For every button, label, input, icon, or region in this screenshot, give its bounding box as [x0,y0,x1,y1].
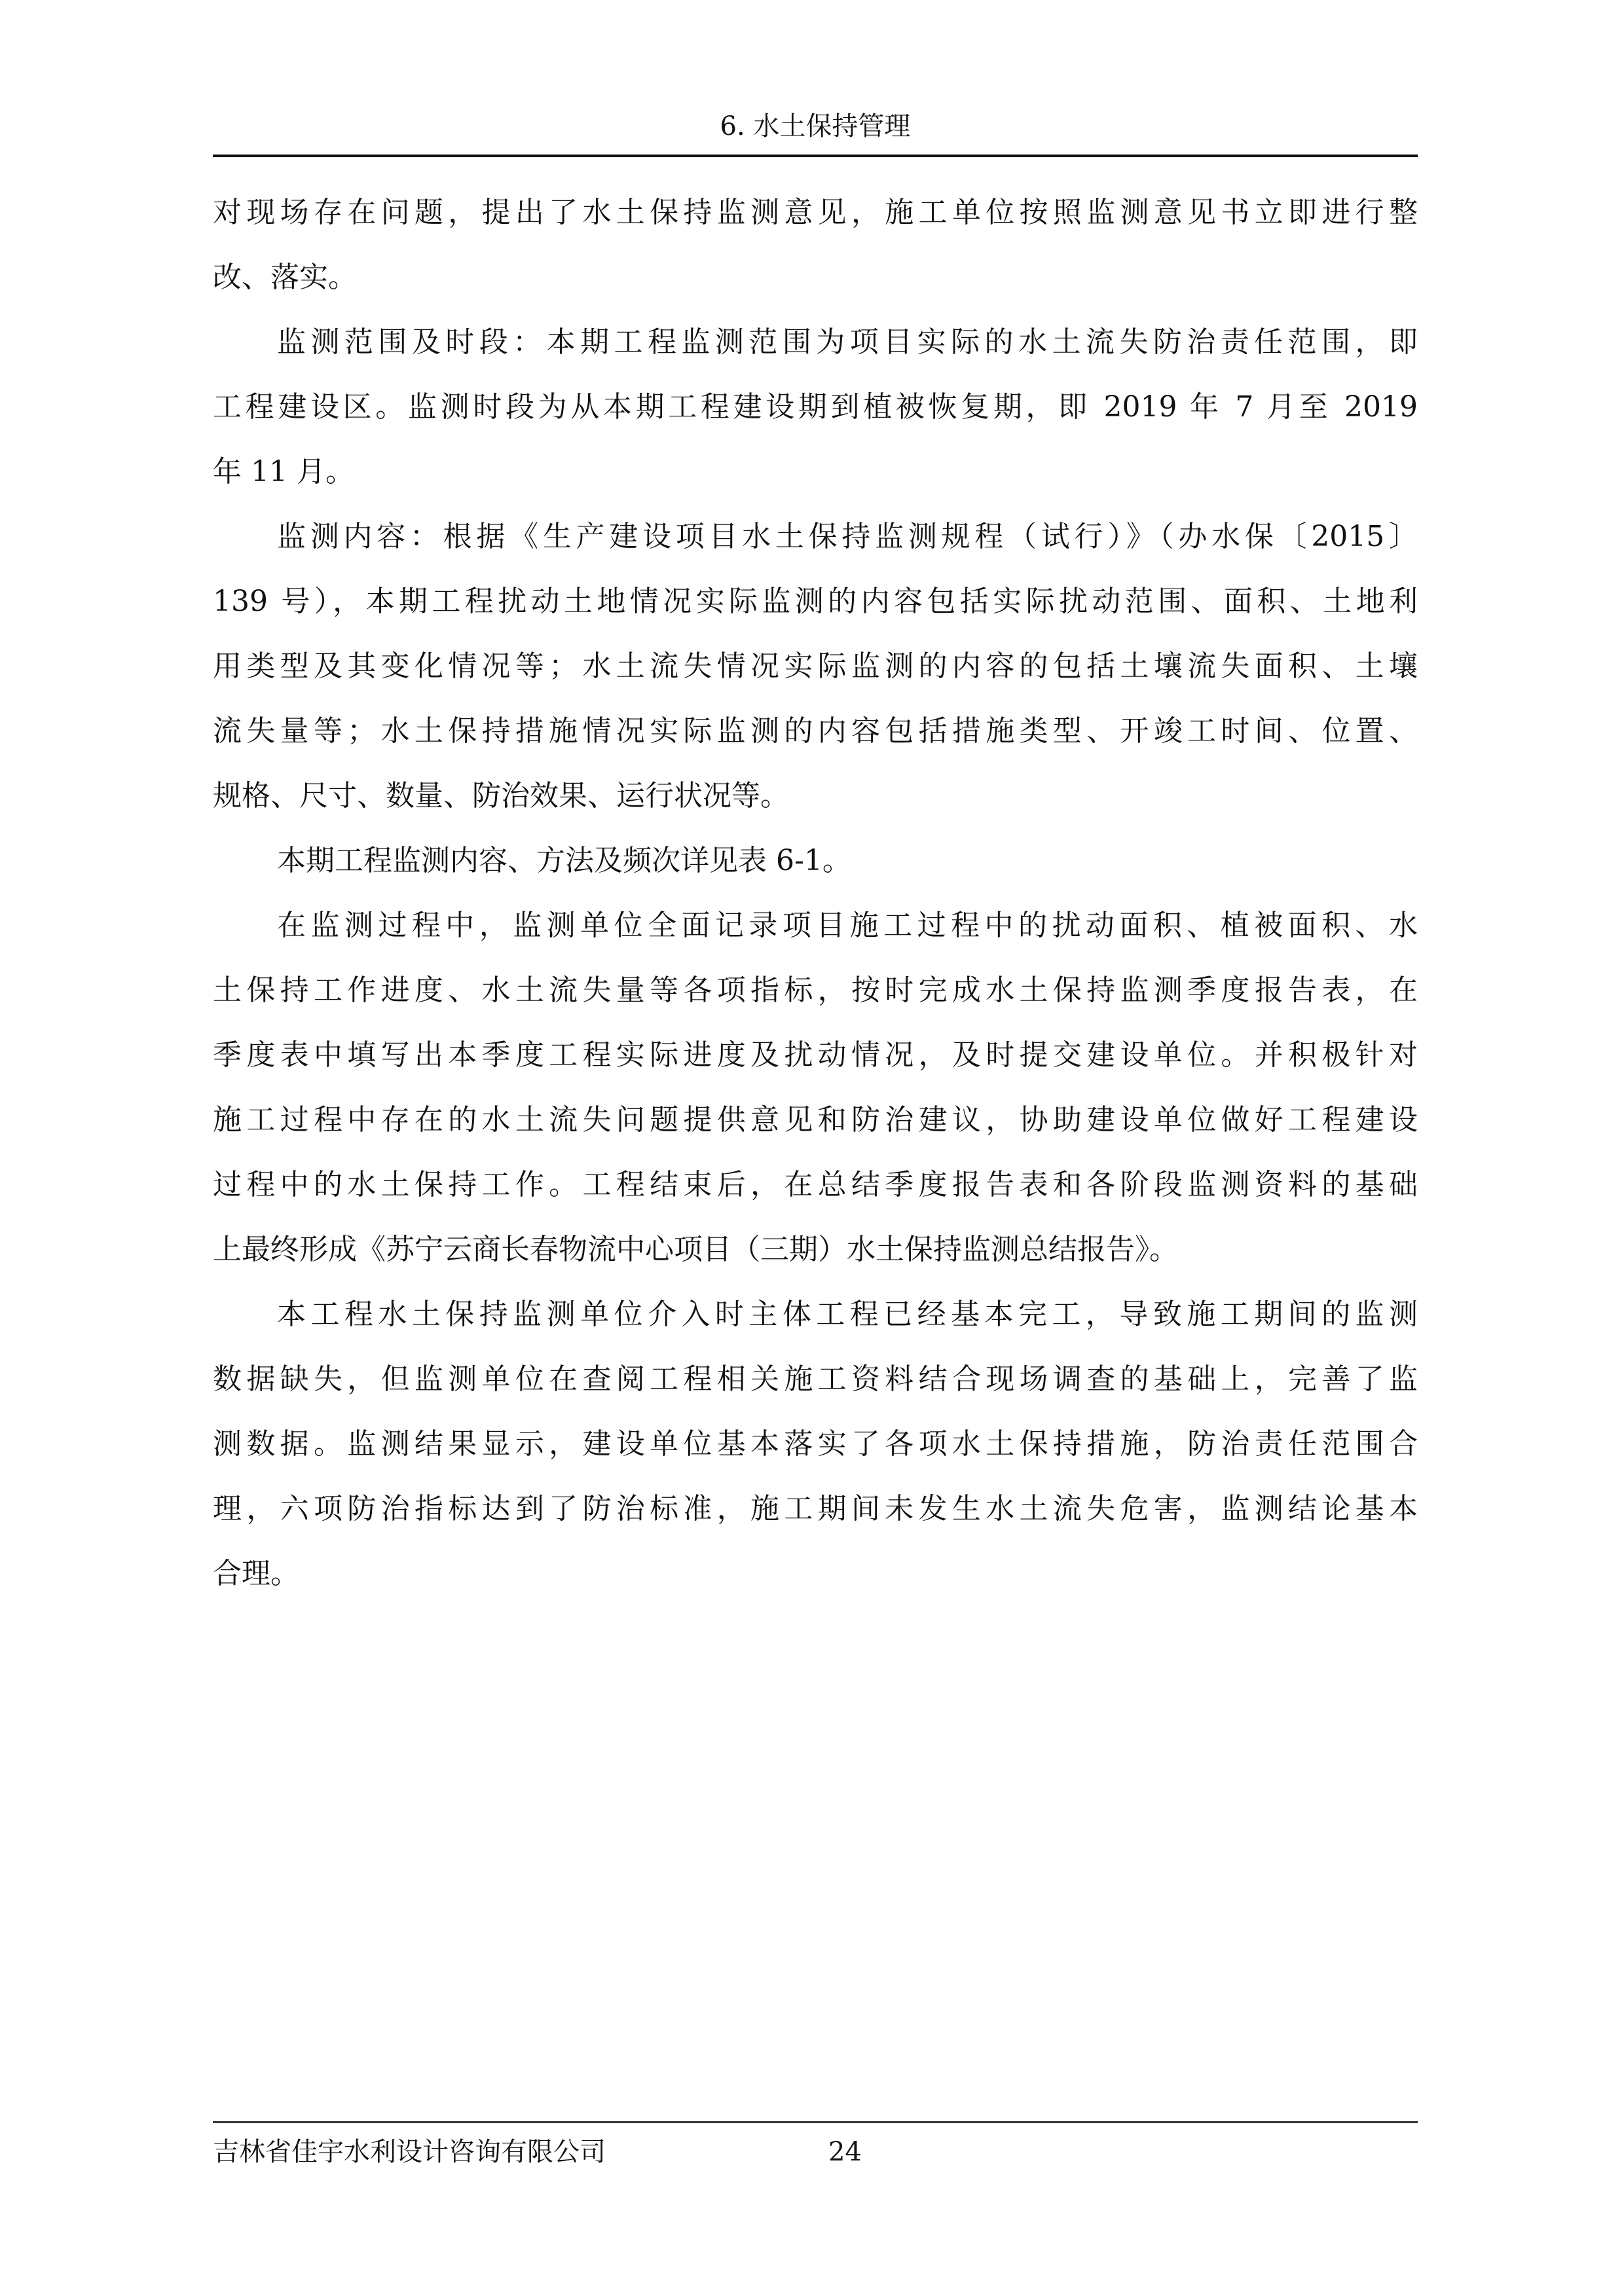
footer-divider [213,2121,1418,2123]
text-line: 合理。 [213,1557,299,1590]
text-line: 本工程水土保持监测单位介入时主体工程已经基本完工，导致施工期间的监测 [277,1298,1418,1331]
page-number: 24 [828,2137,862,2167]
text-line: 上最终形成《苏宁云商长春物流中心项目（三期）水土保持监测总结报告》。 [213,1233,1178,1266]
text-line: 规格、尺寸、数量、防治效果、运行状况等。 [213,779,789,812]
text-line: 数据缺失，但监测单位在查阅工程相关施工资料结合现场调查的基础上，完善了监 [213,1362,1418,1396]
body-text [213,190,1418,1616]
text-line: 工程建设区。监测时段为从本期工程建设期到植被恢复期，即 2019 年 7 月至 2019 [213,390,1418,424]
text-line: 土保持工作进度、水土流失量等各项指标，按时完成水土保持监测季度报告表，在 [213,974,1418,1007]
text-line: 季度表中填写出本季度工程实际进度及扰动情况，及时提交建设单位。并积极针对 [213,1038,1418,1072]
text-line: 对现场存在问题，提出了水土保持监测意见，施工单位按照监测意见书立即进行整 [213,196,1418,229]
footer-company-name: 吉林省佳宇水利设计咨询有限公司 [213,2137,606,2167]
text-line: 监测内容：根据《生产建设项目水土保持监测规程（试行）》（办水保〔2015〕 [277,520,1418,553]
text-line: 139 号），本期工程扰动土地情况实际监测的内容包括实际扰动范围、面积、土地利 [213,585,1418,618]
text-line: 测数据。监测结果显示，建设单位基本落实了各项水土保持措施，防治责任范围合 [213,1427,1418,1461]
text-line: 监测范围及时段：本期工程监测范围为项目实际的水土流失防治责任范围，即 [277,325,1418,359]
text-line: 流失量等；水土保持措施情况实际监测的内容包括措施类型、开竣工时间、位置、 [213,714,1418,748]
text-line: 在监测过程中，监测单位全面记录项目施工过程中的扰动面积、植被面积、水 [277,909,1418,942]
text-line: 本期工程监测内容、方法及频次详见表 6-1。 [277,844,851,877]
text-line: 用类型及其变化情况等；水土流失情况实际监测的内容的包括土壤流失面积、土壤 [213,649,1418,683]
page-header-title: 6. 水土保持管理 [720,111,911,141]
text-line: 年 11 月。 [213,455,354,488]
header-divider [213,155,1418,157]
text-line: 过程中的水土保持工作。工程结束后，在总结季度报告表和各阶段监测资料的基础 [213,1168,1418,1201]
text-line: 施工过程中存在的水土流失问题提供意见和防治建议，协助建设单位做好工程建设 [213,1103,1418,1137]
text-line: 改、落实。 [213,261,357,294]
text-line: 理，六项防治指标达到了防治标准，施工期间未发生水土流失危害，监测结论基本 [213,1492,1418,1525]
